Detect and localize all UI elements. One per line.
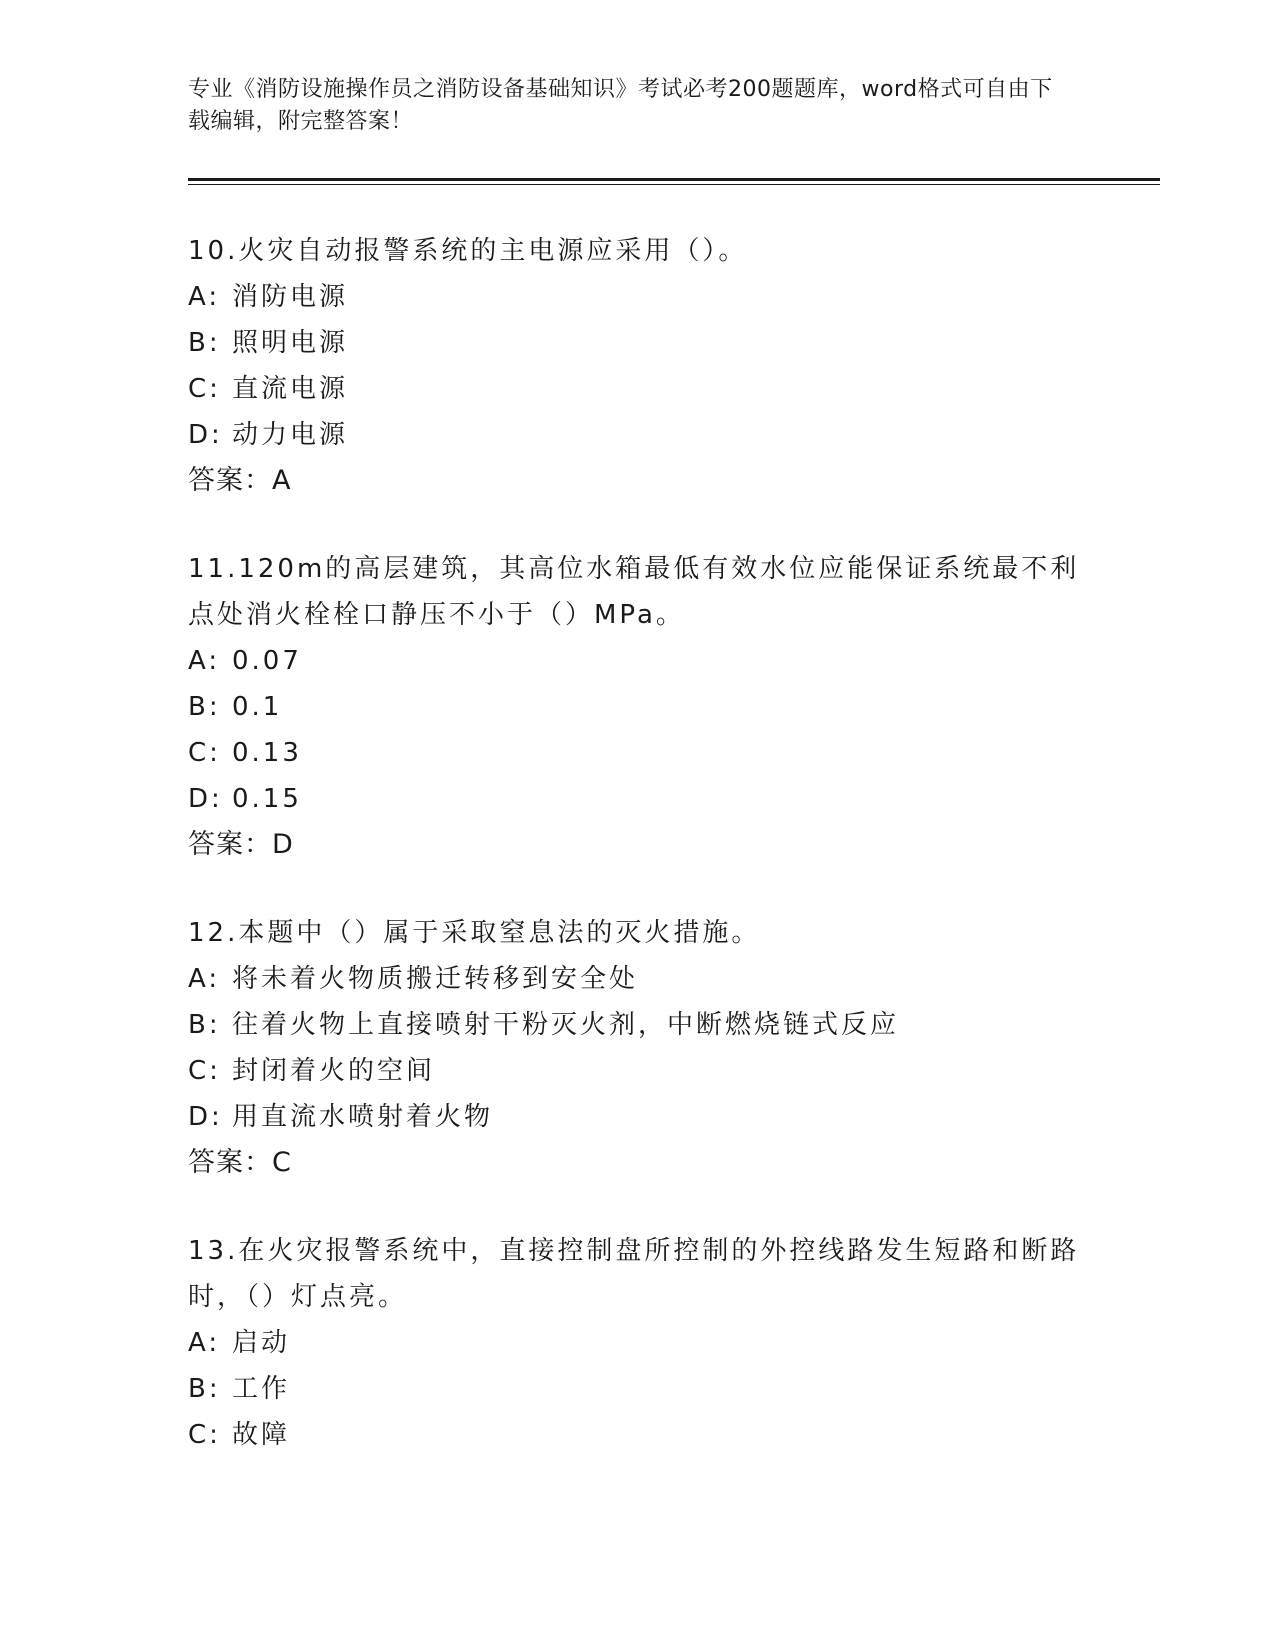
option-key: B:: [188, 328, 221, 358]
option-c: [188, 366, 1108, 412]
option-key: C:: [188, 1420, 221, 1450]
option-key: D:: [188, 1102, 223, 1132]
option-key: B:: [188, 1010, 221, 1040]
question-11: [188, 546, 1108, 868]
document-header: 专业《消防设施操作员之消防设备基础知识》考试必考200题题库，word格式可自由下载编辑，附完整答案！: [188, 77, 1053, 134]
option-b: [188, 1002, 1108, 1048]
option-key: B:: [188, 692, 221, 722]
option-text: 动力电源: [232, 420, 349, 450]
option-text: 用直流水喷射着火物: [232, 1102, 494, 1132]
option-text: 将未着火物质搬迁转移到安全处: [232, 964, 639, 994]
option-key: C:: [188, 374, 221, 404]
option-text: 工作: [232, 1374, 291, 1404]
option-text: 0.07: [232, 646, 302, 676]
question-13: [188, 1228, 1108, 1458]
question-stem: 10.火灾自动报警系统的主电源应采用（）。: [188, 236, 748, 266]
option-text: 封闭着火的空间: [232, 1056, 436, 1086]
option-key: A:: [188, 282, 221, 312]
option-text: 直流电源: [232, 374, 349, 404]
option-b: [188, 1366, 1108, 1412]
answer: 答案：C: [188, 1147, 292, 1178]
option-d: [188, 776, 1108, 822]
option-key: C:: [188, 1056, 221, 1086]
option-text: 故障: [232, 1420, 291, 1450]
option-a: [188, 1320, 1108, 1366]
header-divider-thin: [188, 184, 1160, 185]
option-c: [188, 730, 1108, 776]
option-c: [188, 1412, 1108, 1458]
question-12: [188, 910, 1108, 1186]
option-key: A:: [188, 646, 221, 676]
option-text: 启动: [232, 1328, 291, 1358]
option-d: [188, 1094, 1108, 1140]
option-key: A:: [188, 1328, 221, 1358]
option-text: 照明电源: [232, 328, 349, 358]
question-stem: 11.120m的高层建筑，其高位水箱最低有效水位应能保证系统最不利点处消火栓栓口静压不小于（）MPa。: [188, 554, 1080, 630]
answer: 答案：A: [188, 465, 292, 496]
option-b: [188, 320, 1108, 366]
option-text: 0.13: [232, 738, 302, 768]
option-text: 消防电源: [232, 282, 349, 312]
option-a: [188, 274, 1108, 320]
option-key: B:: [188, 1374, 221, 1404]
question-10: [188, 228, 1108, 504]
option-d: [188, 412, 1108, 458]
option-c: [188, 1048, 1108, 1094]
header-divider: [188, 178, 1160, 181]
option-key: D:: [188, 784, 223, 814]
option-a: [188, 638, 1108, 684]
question-stem: 12.本题中（）属于采取窒息法的灭火措施。: [188, 918, 761, 948]
option-key: C:: [188, 738, 221, 768]
answer: 答案：D: [188, 829, 294, 860]
option-text: 0.15: [232, 784, 302, 814]
question-stem: 13.在火灾报警系统中，直接控制盘所控制的外控线路发生短路和断路时，（）灯点亮。: [188, 1236, 1080, 1312]
option-key: A:: [188, 964, 221, 994]
option-b: [188, 684, 1108, 730]
option-a: [188, 956, 1108, 1002]
option-key: D:: [188, 420, 223, 450]
option-text: 往着火物上直接喷射干粉灭火剂，中断燃烧链式反应: [232, 1010, 900, 1040]
option-text: 0.1: [232, 692, 283, 722]
